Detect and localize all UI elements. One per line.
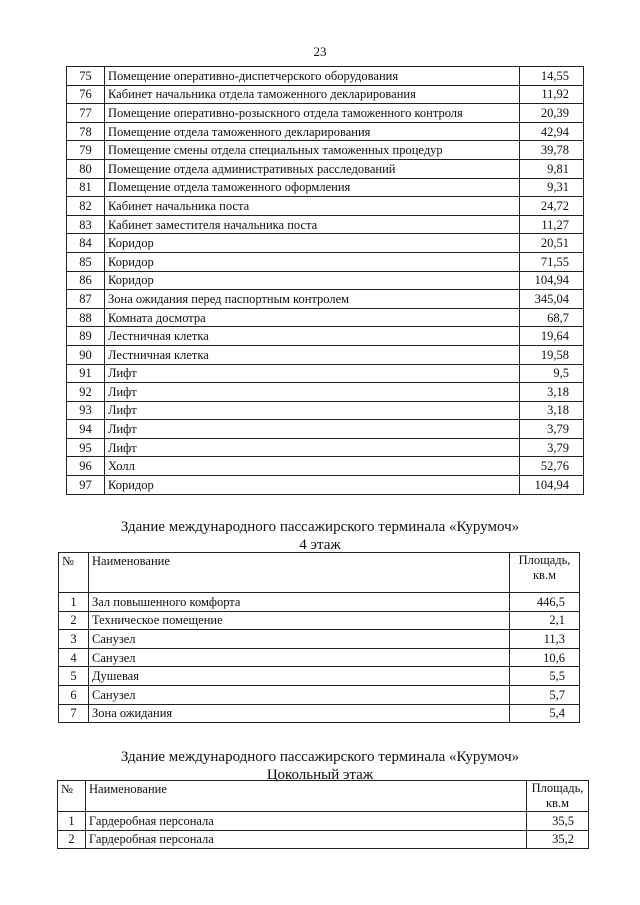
room-area: 104,94 [520,271,584,290]
room-name: Зона ожидания [89,704,510,723]
row-number: 81 [67,178,105,197]
row-number: 96 [67,457,105,476]
room-area: 19,64 [520,327,584,346]
row-number: 2 [58,830,86,849]
row-number: 92 [67,383,105,402]
room-area: 52,76 [520,457,584,476]
room-area: 3,18 [520,401,584,420]
header-area: Площадь, кв.м [527,781,589,812]
table-row [67,401,584,420]
table-row [59,611,580,630]
row-number: 85 [67,252,105,271]
table-row [67,271,584,290]
row-number: 2 [59,611,89,630]
table-header-row [58,781,589,812]
room-area: 24,72 [520,197,584,216]
row-number: 1 [58,812,86,831]
room-area: 35,2 [527,830,589,849]
row-number: 86 [67,271,105,290]
table-row [67,122,584,141]
room-name: Лифт [105,364,520,383]
room-name: Коридор [105,271,520,290]
table-row [67,438,584,457]
room-name: Гардеробная персонала [86,830,527,849]
room-name: Лестничная клетка [105,345,520,364]
row-number: 79 [67,141,105,160]
row-number: 91 [67,364,105,383]
room-name: Кабинет начальника отдела таможенного декларирования [105,85,520,104]
row-number: 83 [67,215,105,234]
room-area: 11,3 [510,630,580,649]
room-area: 20,51 [520,234,584,253]
table-row [59,704,580,723]
room-name: Помещение отдела таможенного оформления [105,178,520,197]
room-name: Лифт [105,383,520,402]
row-number: 90 [67,345,105,364]
row-number: 5 [59,667,89,686]
row-number: 77 [67,104,105,123]
room-area: 35,5 [527,812,589,831]
room-area: 104,94 [520,476,584,495]
row-number: 3 [59,630,89,649]
header-area: Площадь, кв.м [510,553,580,593]
table-row [58,812,589,831]
table-row [67,290,584,309]
room-area: 11,92 [520,85,584,104]
row-number: 93 [67,401,105,420]
table-row [59,685,580,704]
row-number: 84 [67,234,105,253]
table-row [67,364,584,383]
room-area: 3,18 [520,383,584,402]
room-area: 446,5 [510,593,580,612]
row-number: 89 [67,327,105,346]
rooms-table-4th-floor [58,552,580,723]
room-name: Санузел [89,648,510,667]
row-number: 1 [59,593,89,612]
table-row [67,215,584,234]
table-row [59,667,580,686]
section-subtitle-basement: Цокольный этаж [266,767,374,783]
room-name: Коридор [105,252,520,271]
table-row [67,197,584,216]
room-name: Лифт [105,401,520,420]
room-area: 2,1 [510,611,580,630]
room-name: Лифт [105,438,520,457]
room-area: 5,4 [510,704,580,723]
room-area: 10,6 [510,648,580,667]
room-name: Кабинет начальника поста [105,197,520,216]
table-row [67,67,584,86]
room-area: 5,7 [510,685,580,704]
row-number: 75 [67,67,105,86]
row-number: 78 [67,122,105,141]
room-area: 71,55 [520,252,584,271]
room-name: Техническое помещение [89,611,510,630]
table-row [58,830,589,849]
row-number: 82 [67,197,105,216]
header-number: № [58,781,86,812]
header-name: Наименование [89,553,510,593]
table-row [67,178,584,197]
rooms-table-continued [66,66,584,495]
room-area: 11,27 [520,215,584,234]
table-row [67,420,584,439]
room-name: Помещение оперативно-диспетчерского оборудования [105,67,520,86]
table-row [67,327,584,346]
room-area: 5,5 [510,667,580,686]
room-name: Зона ожидания перед паспортным контролем [105,290,520,309]
table-row [67,345,584,364]
room-area: 14,55 [520,67,584,86]
room-area: 3,79 [520,420,584,439]
room-area: 20,39 [520,104,584,123]
table-row [67,383,584,402]
row-number: 88 [67,308,105,327]
room-area: 39,78 [520,141,584,160]
row-number: 76 [67,85,105,104]
room-area: 9,81 [520,159,584,178]
table-row [67,457,584,476]
header-number: № [59,553,89,593]
room-name: Холл [105,457,520,476]
room-name: Санузел [89,630,510,649]
row-number: 7 [59,704,89,723]
row-number: 97 [67,476,105,495]
room-area: 68,7 [520,308,584,327]
header-name: Наименование [86,781,527,812]
room-area: 3,79 [520,438,584,457]
table-row [67,85,584,104]
room-name: Гардеробная персонала [86,812,527,831]
room-name: Помещение оперативно-розыскного отдела таможенного контроля [105,104,520,123]
row-number: 95 [67,438,105,457]
room-area: 42,94 [520,122,584,141]
room-name: Комната досмотра [105,308,520,327]
table-row [67,159,584,178]
room-name: Помещение смены отдела специальных таможенных процедур [105,141,520,160]
row-number: 80 [67,159,105,178]
room-name: Лестничная клетка [105,327,520,346]
table-row [59,648,580,667]
room-area: 9,5 [520,364,584,383]
table-row [67,252,584,271]
room-name: Коридор [105,234,520,253]
page-number: 23 [313,44,327,59]
table-row [67,104,584,123]
section-title-basement: Здание международного пассажирского терминала «Курумоч» [120,749,520,765]
table-row [67,308,584,327]
room-area: 345,04 [520,290,584,309]
row-number: 4 [59,648,89,667]
room-name: Коридор [105,476,520,495]
row-number: 6 [59,685,89,704]
row-number: 94 [67,420,105,439]
room-name: Зал повышенного комфорта [89,593,510,612]
row-number: 87 [67,290,105,309]
room-name: Кабинет заместителя начальника поста [105,215,520,234]
room-name: Помещение отдела административных расследований [105,159,520,178]
table-row [67,141,584,160]
section-subtitle-4th-floor: 4 этаж [299,537,341,553]
rooms-table-basement [57,780,589,849]
table-row [59,630,580,649]
room-name: Помещение отдела таможенного декларирования [105,122,520,141]
room-area: 19,58 [520,345,584,364]
section-title-4th-floor: Здание международного пассажирского терминала «Курумоч» [120,519,520,535]
room-name: Санузел [89,685,510,704]
table-row [67,234,584,253]
room-name: Душевая [89,667,510,686]
room-area: 9,31 [520,178,584,197]
table-row [59,593,580,612]
table-header-row [59,553,580,593]
room-name: Лифт [105,420,520,439]
table-row [67,476,584,495]
